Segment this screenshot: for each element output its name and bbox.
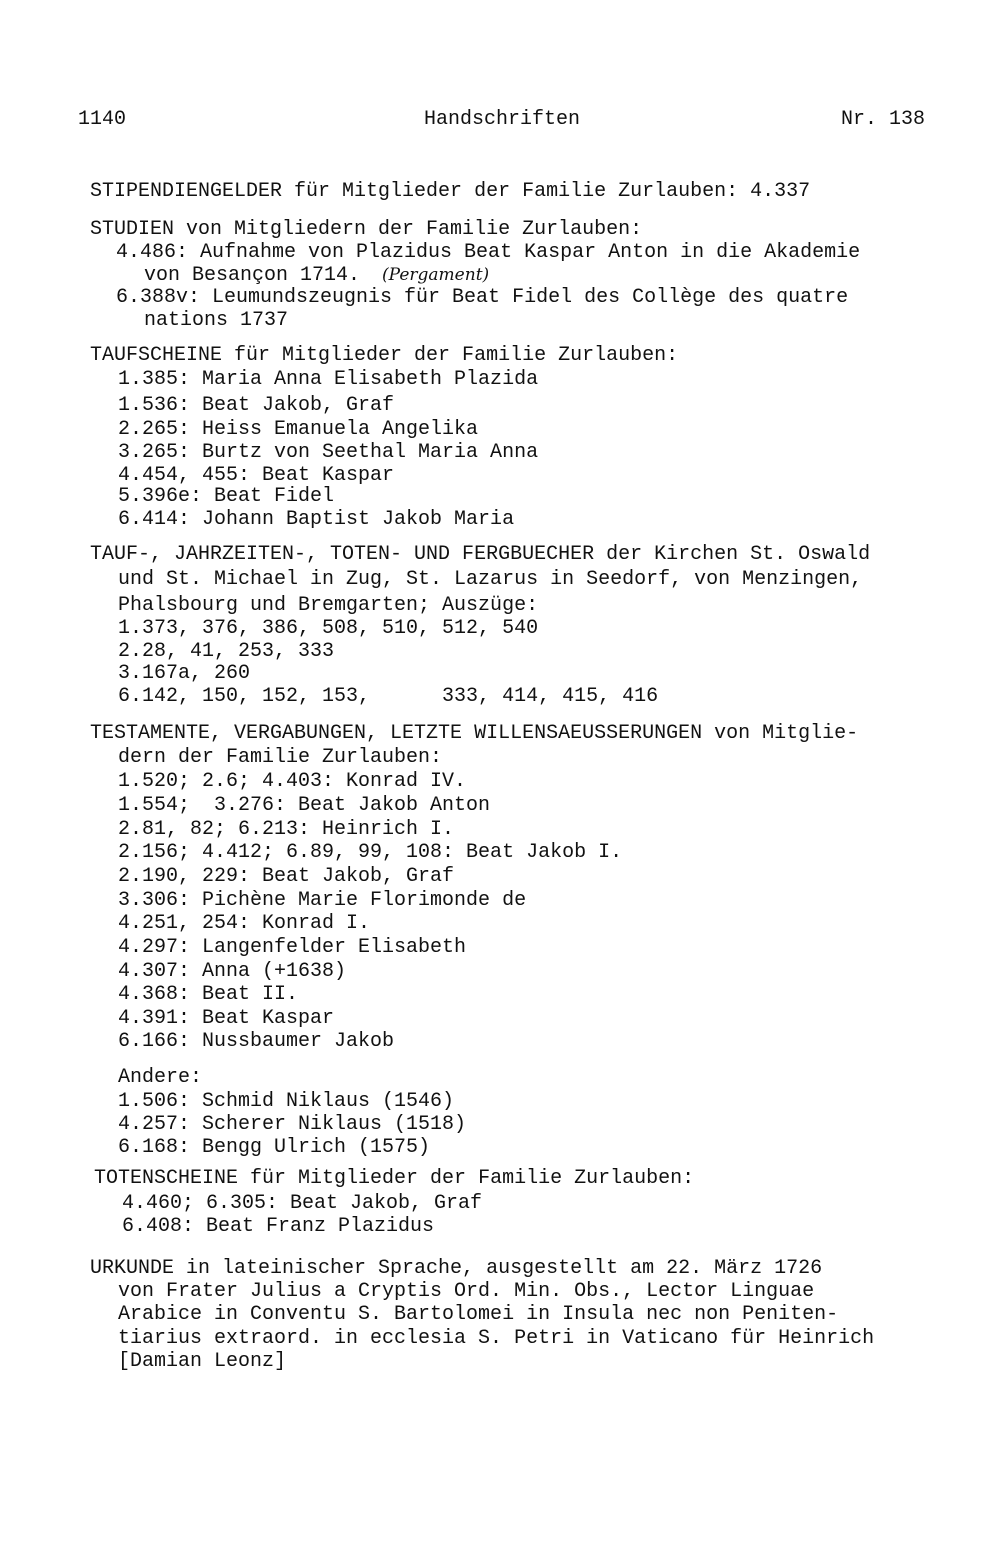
studien-item-cont: nations 1737	[144, 309, 289, 332]
running-title: Handschriften	[424, 108, 581, 131]
list-item: 4.460; 6.305: Beat Jakob, Graf	[122, 1192, 483, 1215]
list-item: 6.166: Nussbaumer Jakob	[118, 1030, 395, 1053]
list-item: 3.306: Pichène Marie Florimonde de	[118, 889, 527, 912]
list-item: 1.385: Maria Anna Elisabeth Plazida	[118, 368, 539, 391]
handwritten-note: (Pergament)	[382, 265, 490, 285]
stipend-entry: STIPENDIENGELDER für Mitglieder der Familie Zurlauben: 4.337	[90, 180, 811, 203]
list-item: 4.368: Beat II.	[118, 983, 299, 1006]
andere-heading: Andere:	[118, 1066, 203, 1089]
list-item: 6.408: Beat Franz Plazidus	[122, 1215, 435, 1238]
totenscheine-heading: TOTENSCHEINE für Mitglieder der Familie Zurlauben:	[94, 1167, 695, 1190]
list-item: 4.257: Scherer Niklaus (1518)	[118, 1113, 467, 1136]
list-item: 1.506: Schmid Niklaus (1546)	[118, 1090, 455, 1113]
list-item: 6.142, 150, 152, 153, 333, 414, 415, 416	[118, 685, 659, 708]
list-item: 1.373, 376, 386, 508, 510, 512, 540	[118, 617, 539, 640]
studien-item-text: von Besançon 1714.	[144, 264, 361, 287]
urkunde-entry-cont: [Damian Leonz]	[118, 1350, 287, 1373]
list-item: 2.156; 4.412; 6.89, 99, 108: Beat Jakob I.	[118, 841, 623, 864]
page-header	[0, 108, 1000, 138]
urkunde-entry-cont: von Frater Julius a Cryptis Ord. Min. Obs., Lector Linguae	[118, 1280, 815, 1303]
list-item: 3.167a, 260	[118, 662, 251, 685]
list-item: 4.307: Anna (+1638)	[118, 960, 347, 983]
list-item: 2.28, 41, 253, 333	[118, 640, 335, 663]
page-number: 1140	[78, 108, 127, 131]
list-item: 2.81, 82; 6.213: Heinrich I.	[118, 818, 455, 841]
list-item: 6.168: Bengg Ulrich (1575)	[118, 1136, 431, 1159]
urkunde-entry-cont: tiarius extraord. in ecclesia S. Petri in Vaticano für Heinrich	[118, 1327, 875, 1350]
list-item: 4.454, 455: Beat Kaspar	[118, 464, 395, 487]
tauf-heading-cont: und St. Michael in Zug, St. Lazarus in Seedorf, von Menzingen,	[118, 568, 863, 591]
list-item: 1.554; 3.276: Beat Jakob Anton	[118, 794, 491, 817]
catalog-number: Nr. 138	[841, 108, 926, 131]
testamente-heading-cont: dern der Familie Zurlauben:	[118, 746, 443, 769]
list-item: 6.414: Johann Baptist Jakob Maria	[118, 508, 515, 531]
list-item: 2.190, 229: Beat Jakob, Graf	[118, 865, 455, 888]
studien-item: 6.388v: Leumundszeugnis für Beat Fidel des Collège des quatre	[116, 286, 849, 309]
studien-item-cont	[144, 263, 489, 288]
testamente-heading: TESTAMENTE, VERGABUNGEN, LETZTE WILLENSAEUSSERUNGEN von Mitglie-	[90, 722, 859, 745]
tauf-heading: TAUF-, JAHRZEITEN-, TOTEN- UND FERGBUECHER der Kirchen St. Oswald	[90, 543, 871, 566]
urkunde-entry: URKUNDE in lateinischer Sprache, ausgestellt am 22. März 1726	[90, 1257, 823, 1280]
list-item: 4.251, 254: Konrad I.	[118, 912, 371, 935]
list-item: 5.396e: Beat Fidel	[118, 485, 335, 508]
list-item: 1.520; 2.6; 4.403: Konrad IV.	[118, 770, 467, 793]
list-item: 4.391: Beat Kaspar	[118, 1007, 335, 1030]
list-item: 2.265: Heiss Emanuela Angelika	[118, 418, 479, 441]
list-item: 1.536: Beat Jakob, Graf	[118, 394, 395, 417]
list-item: 4.297: Langenfelder Elisabeth	[118, 936, 467, 959]
tauf-heading-cont: Phalsbourg und Bremgarten; Auszüge:	[118, 594, 539, 617]
studien-heading: STUDIEN von Mitgliedern der Familie Zurlauben:	[90, 218, 643, 241]
urkunde-entry-cont: Arabice in Conventu S. Bartolomei in Insula nec non Peniten-	[118, 1303, 839, 1326]
taufscheine-heading: TAUFSCHEINE für Mitglieder der Familie Zurlauben:	[90, 344, 679, 367]
studien-item: 4.486: Aufnahme von Plazidus Beat Kaspar Anton in die Akademie	[116, 241, 861, 264]
list-item: 3.265: Burtz von Seethal Maria Anna	[118, 441, 539, 464]
